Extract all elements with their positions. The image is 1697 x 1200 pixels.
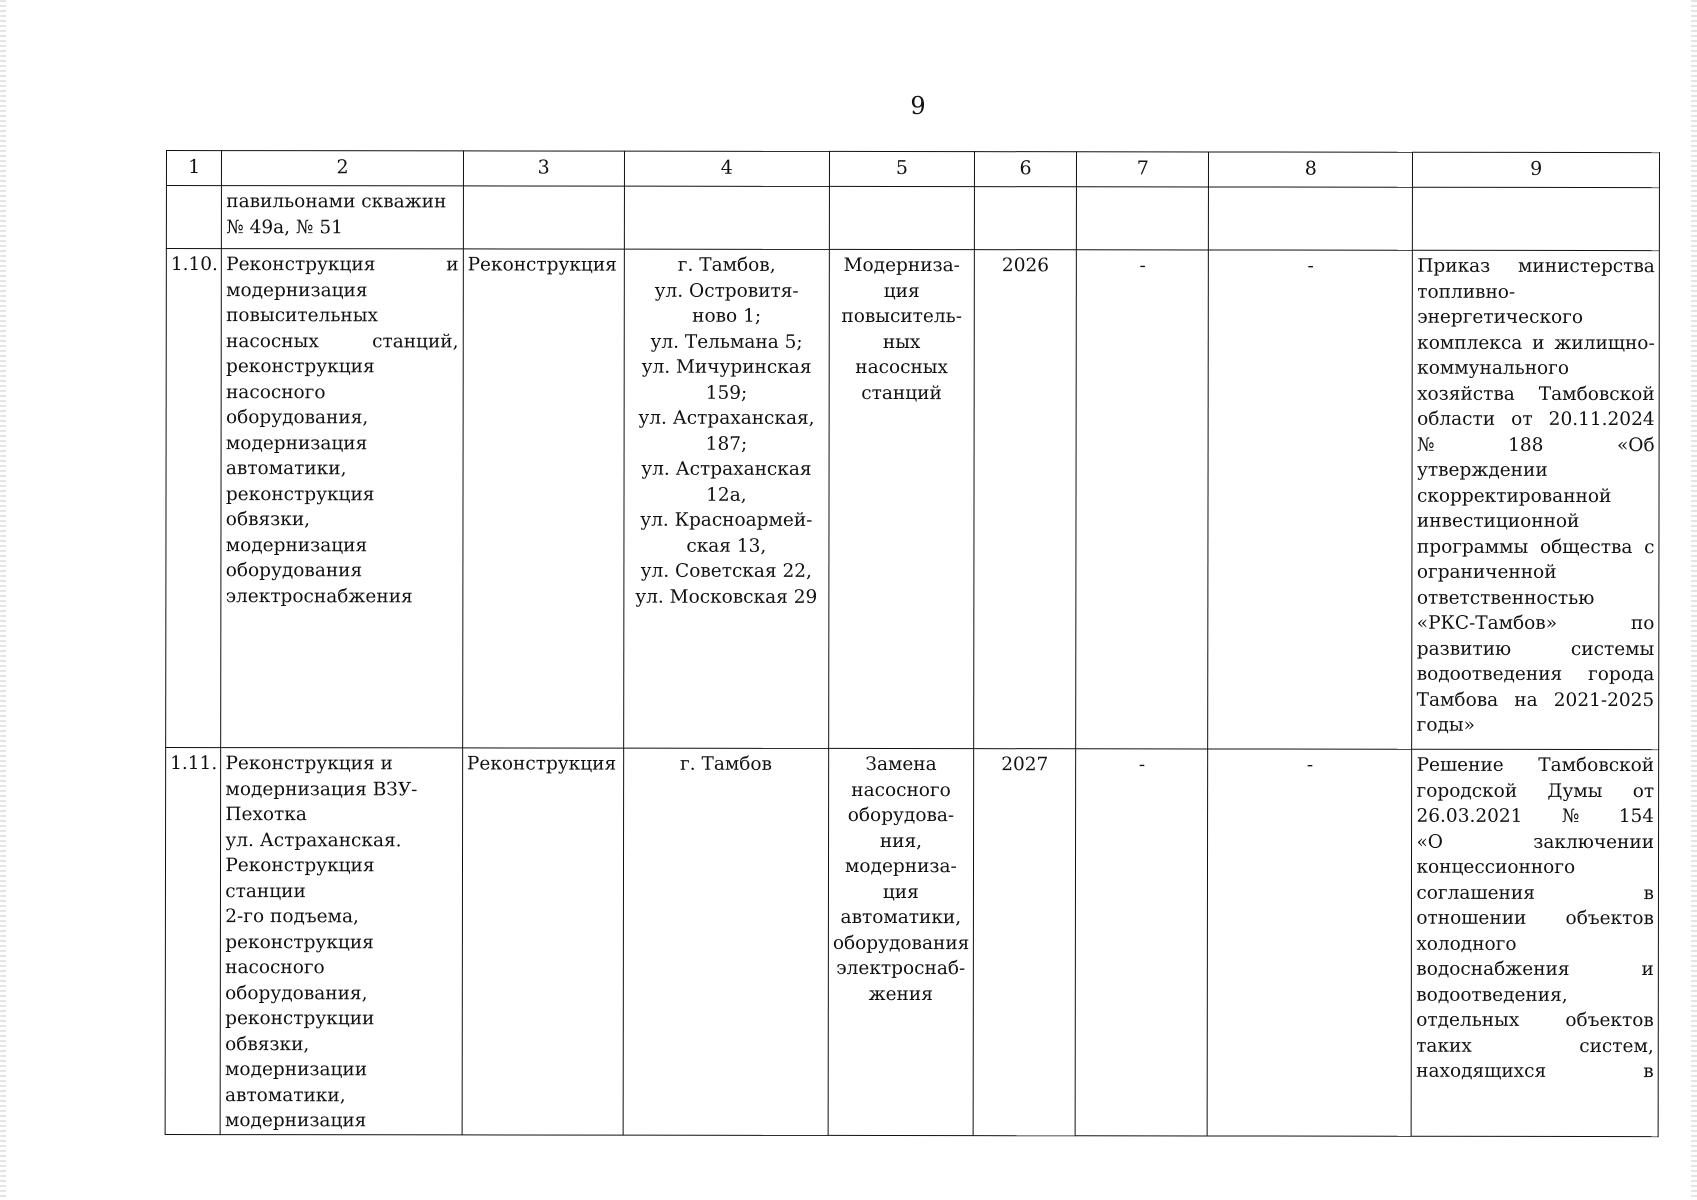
year-value: 2026 xyxy=(1001,255,1050,277)
cell-line: ограниченной xyxy=(1416,561,1557,583)
cell-line-justified xyxy=(1417,804,1655,830)
table-row xyxy=(165,748,1659,1137)
word: 20.11.2024 xyxy=(1548,408,1655,431)
cell-line: ул. Островитя- xyxy=(654,280,799,302)
word: соглашения xyxy=(1416,882,1535,904)
cell-line-justified xyxy=(1417,662,1655,688)
row-number: 1.11. xyxy=(170,753,218,775)
column-header: 4 xyxy=(624,151,829,186)
basis-cell xyxy=(1412,749,1659,1136)
col7-value: - xyxy=(1139,255,1146,277)
cell-line-justified xyxy=(226,329,458,355)
type-value: Реконструкция xyxy=(466,753,617,775)
cell-line-justified xyxy=(1416,1008,1654,1034)
cell-line: жения xyxy=(868,983,933,1005)
col8-cell xyxy=(1209,187,1413,250)
object-name-cell xyxy=(222,186,464,249)
cell-line: ская 13, xyxy=(686,535,767,557)
word: Тамбовской xyxy=(1538,754,1655,777)
cell-line: реконструкция обвязки, xyxy=(225,483,375,531)
cell-line: станций xyxy=(861,382,942,404)
column-header: 9 xyxy=(1413,152,1660,187)
word: Думы xyxy=(1547,780,1603,802)
page-number: 9 xyxy=(910,92,926,120)
cell-line-justified xyxy=(1417,687,1655,713)
basis-cell xyxy=(1413,187,1660,250)
col8-value: - xyxy=(1307,255,1314,277)
word: 26.03.2021 xyxy=(1416,805,1523,827)
cell-line: павильонами скважин xyxy=(226,191,447,213)
word: Тамбова xyxy=(1416,689,1499,711)
cell-line: ция xyxy=(883,280,920,302)
word: таких xyxy=(1416,1035,1472,1057)
cell-line: автоматики, xyxy=(225,458,347,480)
cell-line: повысительных xyxy=(226,305,378,327)
cell-line: ул. Астраханская. xyxy=(225,829,402,851)
word: развитию xyxy=(1416,638,1512,660)
word: области xyxy=(1417,408,1496,430)
word: «О xyxy=(1416,831,1444,853)
cell-line: Модерниза- xyxy=(843,254,960,277)
word: общества xyxy=(1539,536,1633,558)
cell-line: модернизация xyxy=(224,1110,367,1132)
word: и xyxy=(446,254,459,276)
word: объектов xyxy=(1565,907,1654,930)
cell-line: Реконструкция и xyxy=(225,753,393,775)
cell-line: ул. Московская 29 xyxy=(635,586,818,608)
row-number-cell xyxy=(166,186,221,249)
cell-line-justified xyxy=(1417,611,1655,637)
cell-line: г. Тамбов, xyxy=(677,254,776,276)
cell-line: оборудования, xyxy=(225,407,369,429)
cell-line: реконструкции обвязки, xyxy=(225,1008,375,1055)
word: министерства xyxy=(1518,255,1655,278)
column-header: 1 xyxy=(166,151,221,186)
cell-line: насосного xyxy=(851,779,951,801)
word: систем, xyxy=(1579,1035,1654,1057)
cell-line: Реконструкция станции xyxy=(225,855,375,902)
cell-line-justified xyxy=(1417,254,1655,280)
cell-line: концессионного xyxy=(1416,856,1576,878)
cell-line-justified xyxy=(1417,381,1655,407)
cell-line: ул. Астраханская xyxy=(641,458,812,480)
cell-line: ново 1; xyxy=(692,305,762,327)
cell-line-justified xyxy=(1417,534,1655,560)
cell-line: автоматики, xyxy=(224,1084,346,1106)
cell-line-justified xyxy=(1417,432,1655,458)
cell-line: Замена xyxy=(865,753,937,776)
cell-line-justified xyxy=(1416,1033,1654,1059)
column-header: 2 xyxy=(222,151,464,186)
col7-value: - xyxy=(1138,754,1146,776)
year-cell xyxy=(974,187,1077,250)
word: жилищно- xyxy=(1554,332,1655,354)
cell-line: реконструкция xyxy=(226,356,375,378)
row-number-cell xyxy=(166,249,222,748)
cell-line: повыситель- xyxy=(841,305,962,328)
cell-line: 2-го подъема, xyxy=(225,906,359,928)
row-number-cell xyxy=(165,748,221,1135)
basis-cell xyxy=(1412,250,1659,749)
cell-line: холодного xyxy=(1416,933,1517,955)
type-value: Реконструкция xyxy=(467,254,617,276)
object-name-cell xyxy=(220,748,462,1135)
cell-line: коммунального xyxy=(1417,357,1570,379)
table-row xyxy=(166,186,1659,251)
cell-line: оборудования, xyxy=(225,982,368,1004)
word: и xyxy=(1532,332,1545,354)
scan-edge-right xyxy=(1691,0,1697,1200)
column-header: 8 xyxy=(1209,152,1413,187)
cell-line-justified xyxy=(1416,957,1654,983)
col7-cell xyxy=(1076,749,1208,1136)
col7-cell xyxy=(1077,187,1209,250)
cell-line: электроснабжения xyxy=(225,585,413,607)
word: от xyxy=(1511,408,1533,430)
cell-line: оборудования xyxy=(225,560,363,582)
cell-line-justified xyxy=(226,252,458,278)
cell-line: реконструкция xyxy=(225,931,374,953)
col8-value: - xyxy=(1306,754,1314,776)
table-header-row xyxy=(166,151,1659,188)
cell-line: модернизация xyxy=(226,279,368,301)
word: водоотведения xyxy=(1416,663,1563,685)
cell-line: г. Тамбов xyxy=(680,753,772,775)
col8-cell xyxy=(1207,749,1412,1136)
word: в xyxy=(1643,1061,1654,1083)
cell-line: модернизация xyxy=(225,432,368,454)
cell-line-justified xyxy=(1417,753,1655,779)
cell-line: ция xyxy=(882,881,919,903)
cell-line: модернизация ВЗУ- xyxy=(225,778,418,800)
word: городской xyxy=(1416,780,1518,802)
cell-line-justified xyxy=(1416,880,1654,906)
cell-line: модернизации xyxy=(225,1059,368,1081)
word: и xyxy=(1641,959,1654,981)
cell-line: модернизация xyxy=(225,534,368,556)
cell-line: инвестиционной xyxy=(1416,510,1580,532)
cell-line: 187; xyxy=(705,433,748,455)
word: города xyxy=(1588,663,1655,686)
word: от xyxy=(1632,780,1655,802)
cell-line: насосного xyxy=(225,957,325,979)
scan-edge-left xyxy=(0,0,6,1200)
word: 188 xyxy=(1508,434,1544,456)
cell-line: утверждении xyxy=(1416,459,1548,481)
cell-line: ул. Советская 22, xyxy=(640,560,812,582)
word: по xyxy=(1630,613,1655,635)
measure-cell xyxy=(829,186,974,249)
year-cell xyxy=(973,749,1076,1136)
type-cell xyxy=(462,748,624,1135)
cell-line: топливно- xyxy=(1417,281,1516,303)
word: программы xyxy=(1416,536,1529,558)
cell-line: автоматики, xyxy=(840,906,962,929)
word: «РКС-Тамбов» xyxy=(1416,612,1558,634)
word: Приказ xyxy=(1417,255,1491,277)
word: с xyxy=(1644,536,1655,558)
cell-line: Пехотка xyxy=(225,804,307,826)
cell-line: насосных xyxy=(855,356,948,379)
cell-line: 12а, xyxy=(706,484,747,506)
word: Тамбовской xyxy=(1538,383,1655,405)
word: № xyxy=(1417,434,1435,456)
cell-line-justified xyxy=(1417,636,1655,662)
word: станций, xyxy=(372,330,459,352)
word: объектов xyxy=(1565,1009,1654,1032)
type-cell xyxy=(463,186,624,249)
cell-line: оборудования xyxy=(832,932,970,954)
word: в xyxy=(1643,882,1654,904)
word: отдельных xyxy=(1416,1009,1520,1031)
cell-line: скорректированной xyxy=(1416,485,1612,507)
cell-line: электроснаб- xyxy=(836,957,966,980)
cell-line: ул. Красноармей- xyxy=(640,509,813,531)
column-header: 6 xyxy=(974,152,1077,187)
word: комплекса xyxy=(1417,332,1523,354)
cell-line: годы» xyxy=(1416,714,1475,736)
cell-line: ответственностью xyxy=(1416,587,1595,609)
word: отношении xyxy=(1416,907,1527,929)
cell-line: водоотведения, xyxy=(1416,984,1568,1006)
cell-line-justified xyxy=(1417,407,1655,433)
table-row xyxy=(166,249,1660,750)
document-table-wrapper xyxy=(166,150,1660,1132)
cell-line: оборудова- xyxy=(847,804,955,827)
cell-line: ния, xyxy=(879,830,923,852)
col8-cell xyxy=(1208,250,1413,749)
measure-cell xyxy=(829,249,975,748)
cell-line-justified xyxy=(1416,829,1654,855)
address-cell xyxy=(623,249,829,748)
word: Решение xyxy=(1416,754,1504,776)
cell-line-justified xyxy=(1417,330,1655,356)
word: системы xyxy=(1570,638,1655,660)
word: насосных xyxy=(226,330,319,352)
cell-line: № 49а, № 51 xyxy=(226,216,343,238)
word: хозяйства xyxy=(1417,383,1515,405)
cell-line-justified xyxy=(1417,778,1655,804)
row-number: 1.10. xyxy=(170,254,218,276)
column-header: 5 xyxy=(829,151,974,186)
year-value: 2027 xyxy=(1001,754,1049,776)
cell-line: ул. Астраханская, xyxy=(638,407,815,429)
word: 154 xyxy=(1618,806,1655,828)
cell-line: энергетического xyxy=(1417,306,1584,328)
word: на xyxy=(1514,689,1538,711)
year-cell xyxy=(974,250,1077,749)
word: № xyxy=(1561,805,1580,827)
word: заключении xyxy=(1533,831,1655,853)
object-name-cell xyxy=(221,249,463,748)
address-cell xyxy=(623,748,829,1135)
word: находящихся xyxy=(1416,1060,1547,1082)
investment-program-table xyxy=(165,150,1660,1137)
cell-line-justified xyxy=(1416,1059,1654,1085)
cell-line: ных xyxy=(882,331,921,353)
column-header: 3 xyxy=(463,151,624,186)
cell-line: модерниза- xyxy=(845,855,957,878)
type-cell xyxy=(462,249,624,748)
col7-cell xyxy=(1076,250,1208,749)
cell-line: ул. Мичуринская xyxy=(641,356,812,378)
cell-line-justified xyxy=(1416,906,1654,932)
measure-cell xyxy=(828,748,973,1135)
cell-line: насосного xyxy=(225,381,326,403)
word: водоснабжения xyxy=(1416,958,1570,980)
word: «Об xyxy=(1616,434,1655,456)
word: Реконструкция xyxy=(226,254,376,276)
address-cell xyxy=(624,186,829,249)
cell-line: 159; xyxy=(705,382,748,404)
word: 2021-2025 xyxy=(1553,689,1655,711)
column-header: 7 xyxy=(1077,152,1209,187)
cell-line: ул. Тельмана 5; xyxy=(650,331,803,353)
